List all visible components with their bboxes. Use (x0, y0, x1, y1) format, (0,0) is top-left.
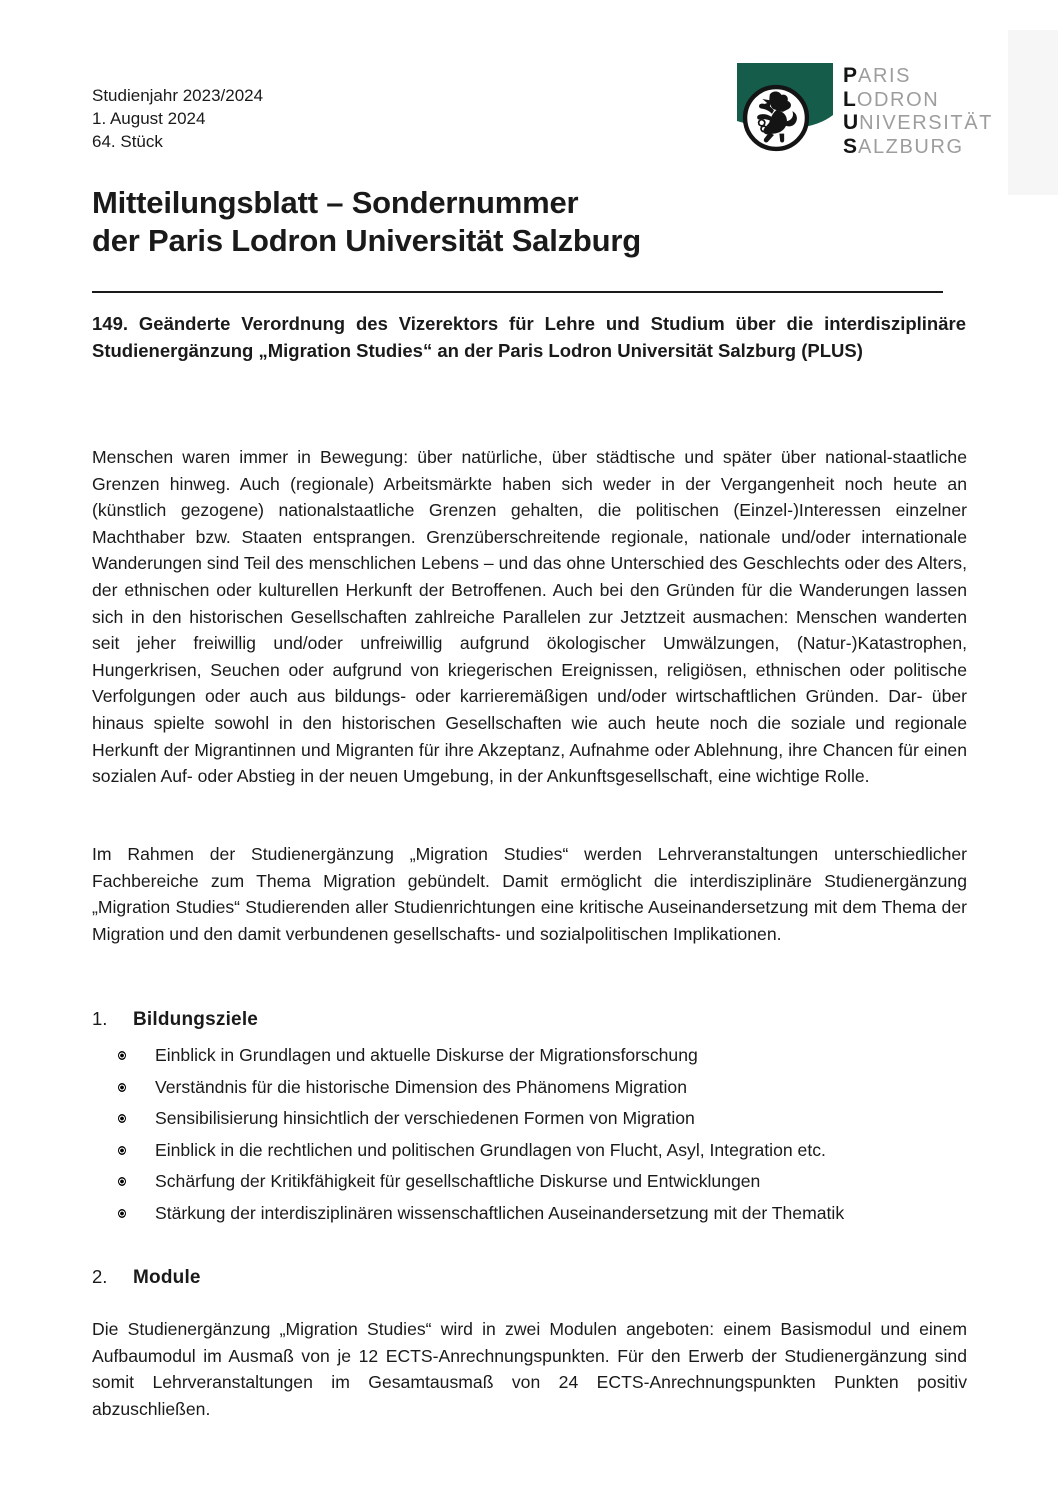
list-item-text: Sensibilisierung hinsichtlich der verschiedenen Formen von Migration (155, 1108, 695, 1128)
list-item (118, 1204, 978, 1223)
paragraph-intro: Menschen waren immer in Bewegung: über natürliche, über städtische und später über national-staatliche Grenzen hinweg. Auch (regionale) Arbeitsmärkte haben sich weder in der Vergangenheit noch heute an (künstlich gezogene) nationalstaatliche Grenzen gehalten, die politischen (Einzel-)Interessen einzelner Machthaber bzw. Staaten entsprangen. Grenzüberschreitende regionale, nationale und/oder internationale Wanderungen sind Teil des menschlichen Lebens – und das ohne Unterschied des Geschlechts oder des Alters, der ethnischen oder kulturellen Herkunft der Betroffenen. Auch bei den Gründen für die Wanderungen lassen sich in den historischen Gesellschaften zahlreiche Parallelen zur Jetztzeit ausmachen: Menschen wanderten seit jeher freiwillig und/oder unfreiwillig aufgrund ökologischer Umwälzungen, (Natur-)Katastrophen, Hungerkrisen, Seuchen oder aufgrund von kriegerischen Ereignissen, religiösen, ethnischen oder politische Verfolgungen oder auch aus bildungs- oder karrieremäßigen und/oder wirtschaftlichen Gründen. Dar- über hinaus spielte sowohl in den historischen Gesellschaften wie auch heute noch die soziale und regionale Herkunft der Migrantinnen und Migranten für ihre Akzeptanz, Aufnahme oder Ablehnung, ihre Chancen für einen sozialen Auf- oder Abstieg in der neuen Umgebung, in der Ankunftsgesellschaft, eine wichtige Rolle. (92, 447, 967, 787)
decree-heading (92, 310, 966, 364)
bullet-icon (118, 1083, 126, 1092)
university-wordmark (843, 62, 993, 158)
issue-meta (92, 84, 263, 153)
wordmark-line: PARIS (843, 64, 912, 87)
decree-title: Geänderte Verordnung des Vizerektors für Lehre und Studium über die interdisziplinäre Studienergänzung „Migration Studies“ an der Paris Lodron Universität Salzburg (PLUS) (92, 313, 966, 361)
section-heading-bildungsziele (92, 1008, 258, 1031)
study-year: Studienjahr 2023/2024 (92, 86, 264, 105)
wordmark-line: LODRON (843, 87, 940, 111)
plus-logo (737, 62, 993, 164)
bullet-icon (118, 1114, 126, 1123)
bullet-icon (118, 1209, 126, 1218)
list-item-text: Einblick in Grundlagen und aktuelle Diskurse der Migrationsforschung (155, 1045, 698, 1065)
section-heading-module (92, 1266, 201, 1289)
university-seal (737, 62, 833, 164)
section-number: 2. (92, 1266, 108, 1287)
issue-number: 64. Stück (92, 132, 163, 151)
decree-number: 149. (92, 313, 129, 334)
section-title: Bildungsziele (133, 1009, 259, 1030)
issue-date: 1. August 2024 (92, 109, 206, 128)
list-item (118, 1109, 978, 1128)
divider-rule (92, 291, 943, 293)
page-title-line2: der Paris Lodron Universität Salzburg (92, 223, 641, 258)
section-number: 1. (92, 1008, 108, 1029)
lion-seal-icon (742, 84, 810, 152)
bullet-icon (118, 1177, 126, 1186)
paragraph-overview: Im Rahmen der Studienergänzung „Migration Studies“ werden Lehrveranstaltungen unterschiedlicher Fachbereiche zum Thema Migration gebündelt. Damit ermöglicht die interdisziplinäre Studienergänzung „Migration Studies“ Studierenden aller Studienrichtungen eine kritische Auseinandersetzung mit dem Thema der Migration und den damit verbundenen gesellschafts- und sozialpolitischen Implikationen. (92, 844, 967, 944)
list-item-text: Verständnis für die historische Dimension des Phänomens Migration (155, 1076, 687, 1097)
list-item-text: Einblick in die rechtlichen und politischen Grundlagen von Flucht, Asyl, Integration etc. (155, 1139, 826, 1160)
page-title-line1: Mitteilungsblatt – Sondernummer (92, 185, 579, 220)
page-title (92, 184, 641, 260)
scan-edge-shadow (1008, 30, 1058, 195)
bullet-icon (118, 1051, 126, 1060)
list-item (118, 1141, 978, 1160)
list-item (118, 1046, 978, 1065)
paragraph-module: Die Studienergänzung „Migration Studies“ wird in zwei Modulen angeboten: einem Basismodul und einem Aufbaumodul im Ausmaß von je 12 ECTS-Anrechnungspunkten. Für den Erwerb der Studienergänzung sind somit Lehrveranstaltungen im Gesamtausmaß von 24 ECTS-Anrechnungspunkten Punkten positiv abzuschließen. (92, 1319, 967, 1419)
bullet-icon (118, 1146, 126, 1155)
list-item-text: Stärkung der interdisziplinären wissenschaftlichen Auseinandersetzung mit der Thematik (155, 1202, 845, 1223)
section-title: Module (133, 1267, 201, 1288)
list-item-text: Schärfung der Kritikfähigkeit für gesellschaftliche Diskurse und Entwicklungen (155, 1171, 761, 1191)
wordmark-line: SALZBURG (843, 134, 964, 158)
bildungsziele-list (118, 1046, 978, 1235)
list-item (118, 1078, 978, 1097)
list-item (118, 1172, 978, 1191)
wordmark-line: UNIVERSITÄT (843, 111, 993, 134)
